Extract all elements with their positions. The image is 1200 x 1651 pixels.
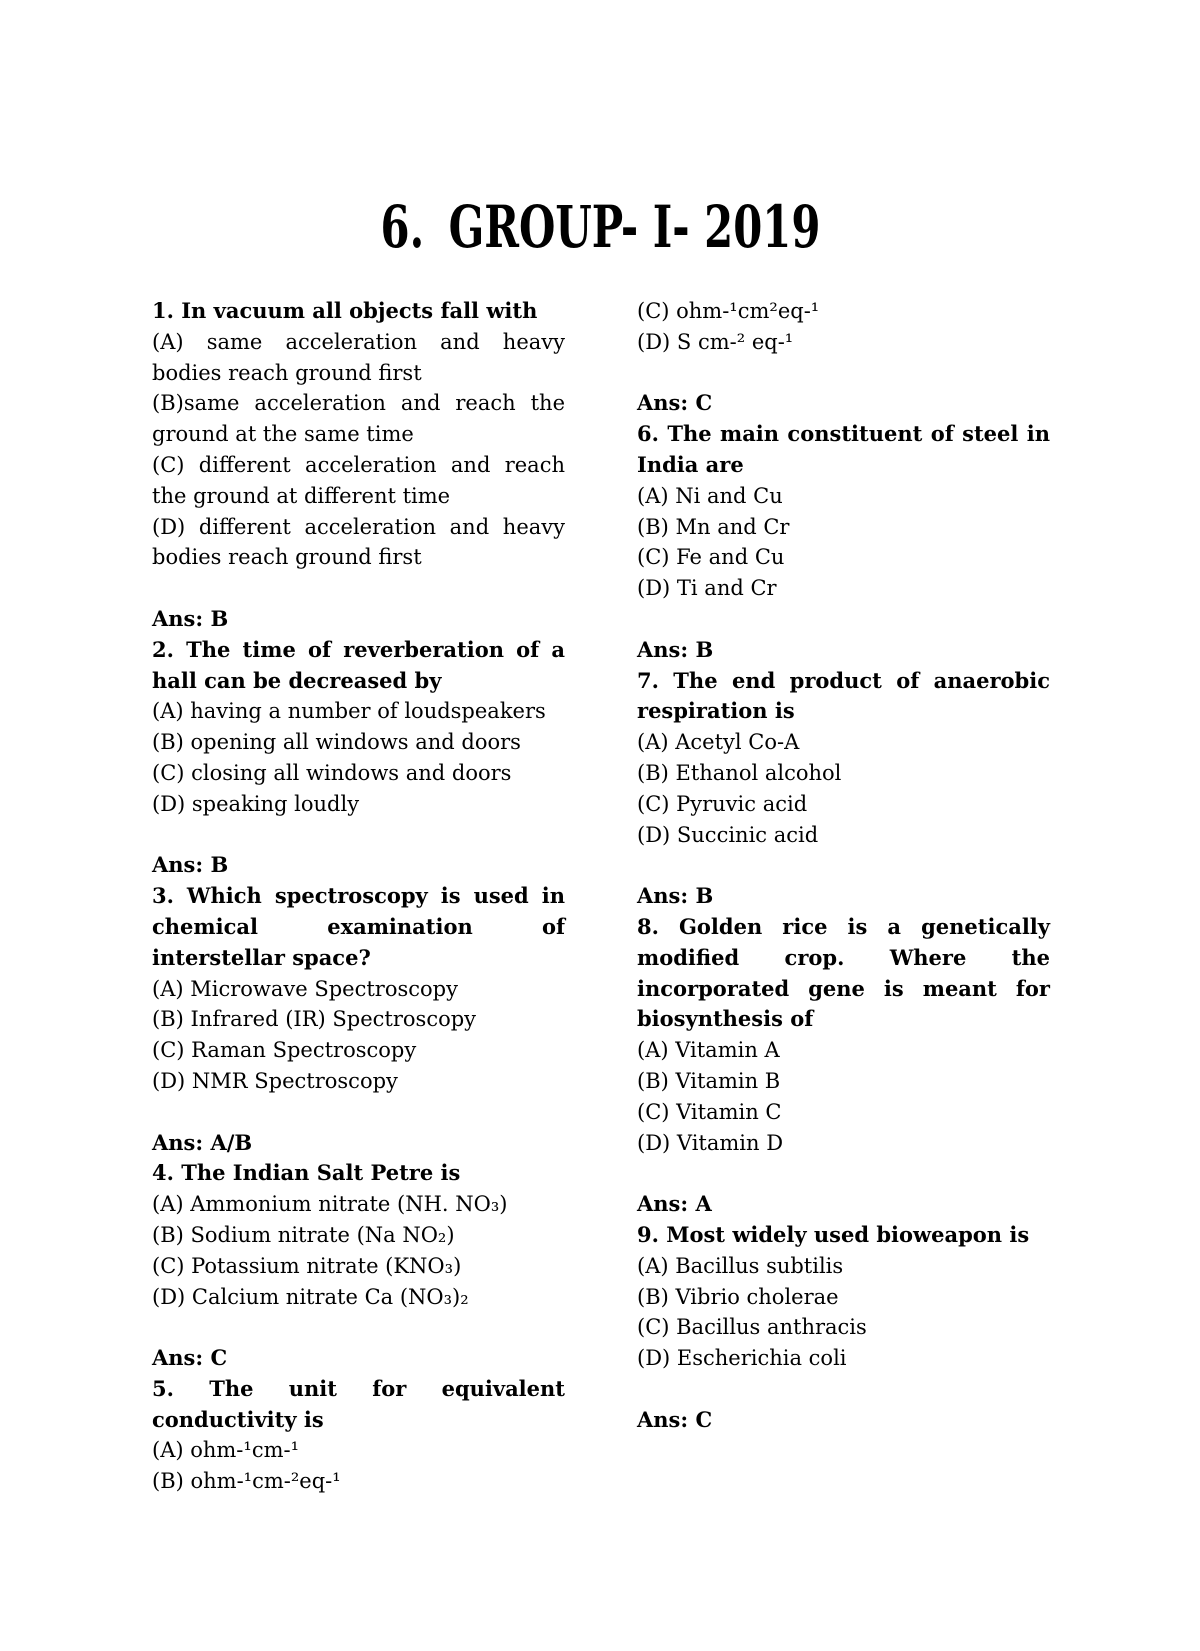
option-text: (A) Ammonium nitrate (NH. NO₃) [152,1192,508,1217]
answer-text: Ans: C [637,1406,713,1432]
answer-text: Ans: B [637,636,714,662]
question-text: 7. The end product of anaerobic respiration is [637,667,1050,724]
page-title-inner [380,193,820,261]
option-text: (B) ohm-¹cm-²eq-¹ [152,1469,341,1494]
answer-text: Ans: B [152,605,229,631]
title-text: GROUP- I- 2019 [448,193,820,261]
option-text: (A) Vitamin A [637,1038,780,1063]
option-text: (C) Pyruvic acid [637,791,808,816]
option-text: (C) Vitamin C [637,1099,782,1124]
option-text: (B) Sodium nitrate (Na NO₂) [152,1222,455,1247]
question-columns [152,296,1050,1497]
option-text: (B)same acceleration and reach the ground at the same time [152,391,565,447]
option-text: (C) Bacillus anthracis [637,1315,867,1340]
option-text: (C) Fe and Cu [637,545,785,570]
option-text: (A) ohm-¹cm-¹ [152,1438,300,1463]
option-text: (C) Potassium nitrate (KNO₃) [152,1253,462,1278]
option-text: (D) Succinic acid [637,822,819,847]
option-text: (C) closing all windows and doors [152,760,512,785]
question-text: 9. Most widely used bioweapon is [637,1221,1030,1247]
option-text: (D) different acceleration and heavy bodies reach ground first [152,514,565,570]
option-text: (A) same acceleration and heavy bodies reach ground first [152,329,565,385]
option-text: (B) Vibrio cholerae [637,1284,839,1309]
question-text: 6. The main constituent of steel in India are [637,421,1050,477]
option-text: (A) Ni and Cu [637,483,783,508]
left-column [152,296,565,1497]
option-text: (B) Ethanol alcohol [637,760,842,785]
answer-text: Ans: C [637,390,713,416]
question-text: 4. The Indian Salt Petre is [152,1160,461,1186]
option-text: (D) Calcium nitrate Ca (NO₃)₂ [152,1284,469,1309]
answer-text: Ans: B [152,852,229,878]
question-text: 8. Golden rice is a genetically modified crop. Where the incorporated gene is meant for biosynthesis of [637,913,1050,1032]
option-text: (A) Bacillus subtilis [637,1253,844,1278]
option-text: (B) Infrared (IR) Spectroscopy [152,1007,477,1032]
answer-text: Ans: A/B [152,1129,253,1155]
option-text: (D) NMR Spectroscopy [152,1068,398,1093]
option-text: (B) Vitamin B [637,1068,781,1093]
option-text: (A) having a number of loudspeakers [152,699,546,724]
option-text: (B) opening all windows and doors [152,730,521,755]
option-text: (D) Escherichia coli [637,1346,847,1371]
option-text: (B) Mn and Cr [637,514,790,539]
question-text: 2. The time of reverberation of a hall can be decreased by [152,636,565,693]
option-text: (C) different acceleration and reach the ground at different time [152,452,565,508]
option-text: (A) Microwave Spectroscopy [152,976,458,1001]
option-text: (C) Raman Spectroscopy [152,1038,417,1063]
answer-text: Ans: C [152,1345,228,1371]
answer-text: Ans: A [637,1191,712,1217]
option-text: (D) Vitamin D [637,1130,784,1155]
right-column [637,296,1050,1497]
option-text: (D) speaking loudly [152,791,360,816]
question-text: 1. In vacuum all objects fall with [152,298,538,323]
option-text: (C) ohm-¹cm²eq-¹ [637,299,820,323]
option-text: (D) Ti and Cr [637,576,777,601]
page-title [0,193,1200,261]
answer-text: Ans: B [637,883,714,909]
question-text: 3. Which spectroscopy is used in chemical examination of interstellar space? [152,883,565,970]
option-text: (D) S cm-² eq-¹ [637,329,794,354]
option-text: (A) Acetyl Co-A [637,730,800,755]
title-number: 6. [380,193,424,261]
question-text: 5. The unit for equivalent conductivity is [152,1375,565,1432]
